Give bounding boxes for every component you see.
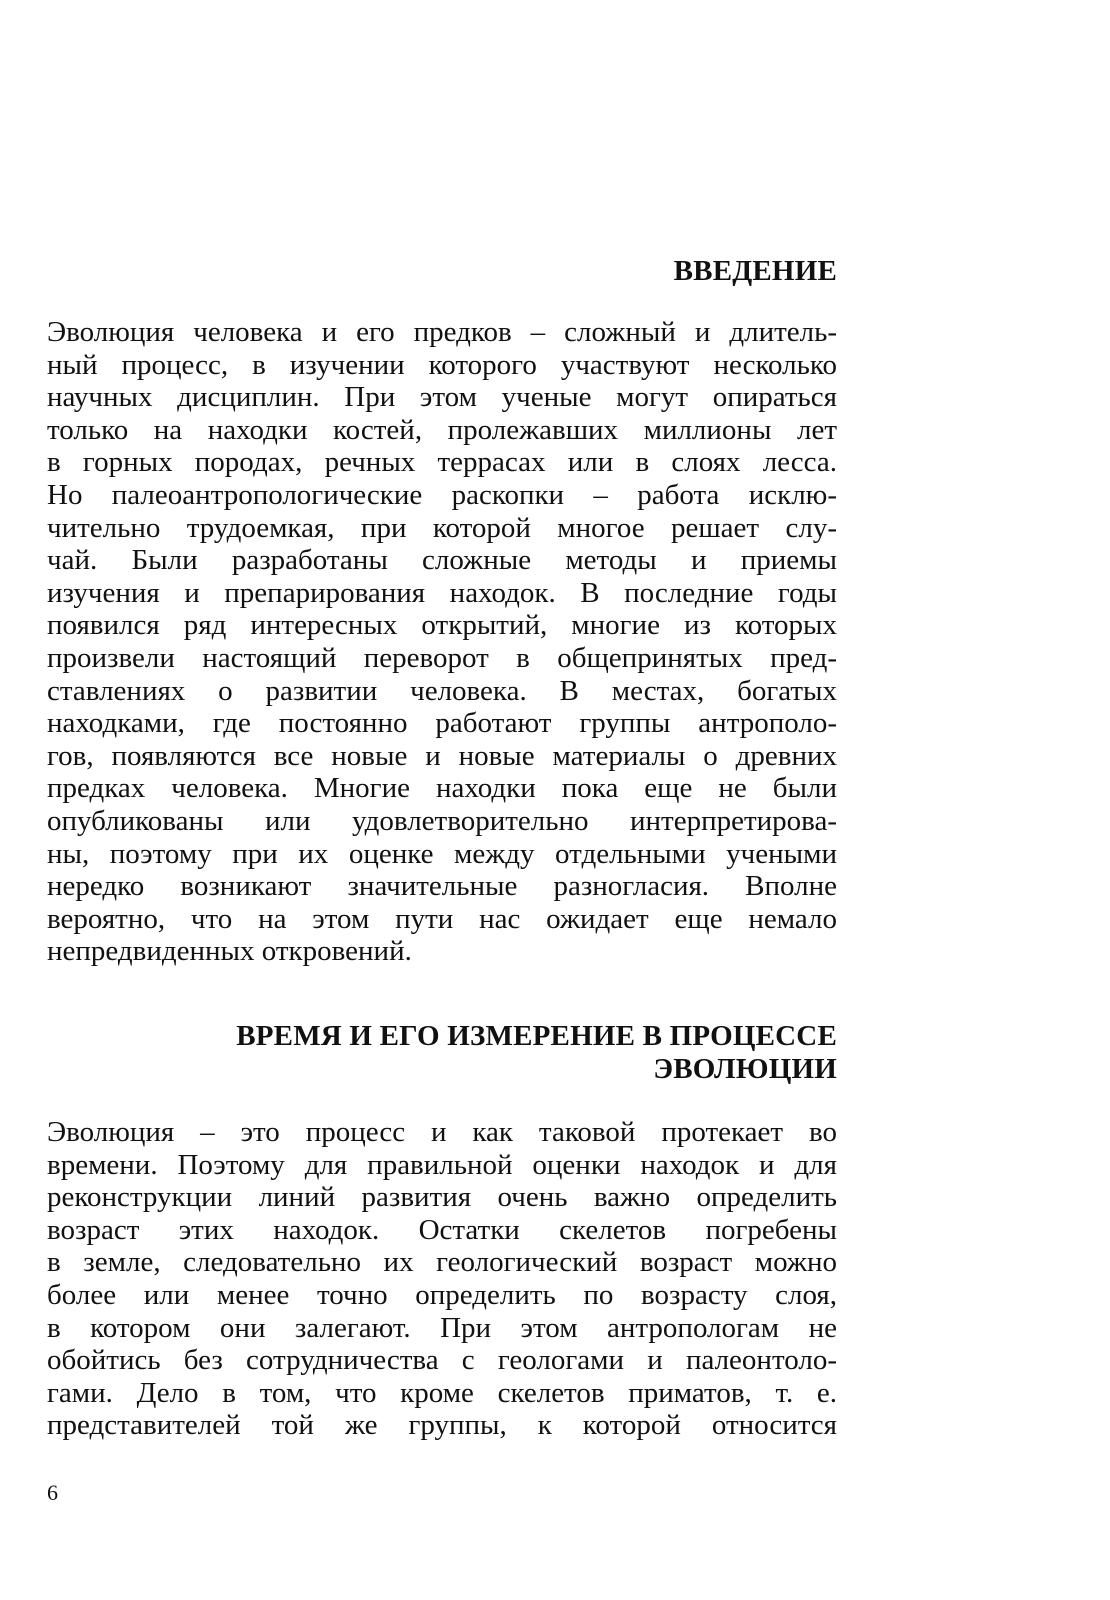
text-line: научных дисциплин. При этом ученые могут опираться (47, 381, 837, 414)
time-measurement-paragraph (47, 1116, 837, 1442)
text-line: изучения и препарирования находок. В последние годы (47, 576, 837, 609)
text-line: чай. Были разработаны сложные методы и приемы (47, 544, 837, 577)
heading-line: ВРЕМЯ И ЕГО ИЗМЕРЕНИЕ В ПРОЦЕССЕ (236, 1020, 837, 1052)
text-line: опубликованы или удовлетворительно интерпретирова- (47, 804, 837, 837)
text-line: ставлениях о развитии человека. В местах, богатых (47, 674, 837, 707)
text-line: находками, где постоянно работают группы антрополо- (47, 707, 837, 740)
text-line: гов, появляются все новые и новые материалы о древних (47, 739, 837, 772)
text-line: Эволюция – это процесс и как таковой протекает во (47, 1116, 837, 1148)
text-line: в горных породах, речных террасах или в слоях лесса. (47, 446, 837, 479)
text-line: появился ряд интересных открытий, многие из которых (47, 609, 837, 642)
text-line: непредвиденных откровений. (47, 935, 412, 968)
section-heading-introduction (47, 255, 837, 288)
text-line: времени. Поэтому для правильной оценки находок и для (47, 1148, 837, 1181)
text-line: ны, поэтому при их оценке между отдельными учеными (47, 837, 837, 870)
text-line: в котором они залегают. При этом антропологам не (47, 1311, 837, 1344)
text-line: гами. Дело в том, что кроме скелетов приматов, т. е. (47, 1376, 837, 1409)
text-line: чительно трудоемкая, при которой многое решает слу- (47, 511, 837, 544)
text-line: представителей той же группы, к которой относится (47, 1409, 837, 1442)
text-line: вероятно, что на этом пути нас ожидает еще немало (47, 902, 837, 935)
text-line: реконструкции линий развития очень важно определить (47, 1181, 837, 1214)
text-line: нередко возникают значительные разногласия. Вполне (47, 870, 837, 903)
text-line: предках человека. Многие находки пока еще не были (47, 772, 837, 805)
text-line: произвели настоящий переворот в общепринятых пред- (47, 641, 837, 674)
text-line: только на находки костей, пролежавших миллионы лет (47, 413, 837, 446)
text-line: Эволюция человека и его предков – сложный и длитель- (47, 316, 837, 348)
text-line: Но палеоантропологические раскопки – работа исклю- (47, 478, 837, 511)
text-line: обойтись без сотрудничества с геологами и палеонтоло- (47, 1344, 837, 1377)
heading-line: ЭВОЛЮЦИИ (653, 1053, 837, 1085)
text-line: более или менее точно определить по возрасту слоя, (47, 1278, 837, 1311)
page-number: 6 (47, 1480, 58, 1505)
text-line: ный процесс, в изучении которого участвуют несколько (47, 348, 837, 381)
heading-line: ВВЕДЕНИЕ (673, 255, 837, 287)
text-line: в земле, следовательно их геологический возраст можно (47, 1246, 837, 1279)
section-heading-time-measurement (47, 1020, 837, 1086)
text-line: возраст этих находок. Остатки скелетов погребены (47, 1213, 837, 1246)
introduction-paragraph (47, 316, 837, 968)
